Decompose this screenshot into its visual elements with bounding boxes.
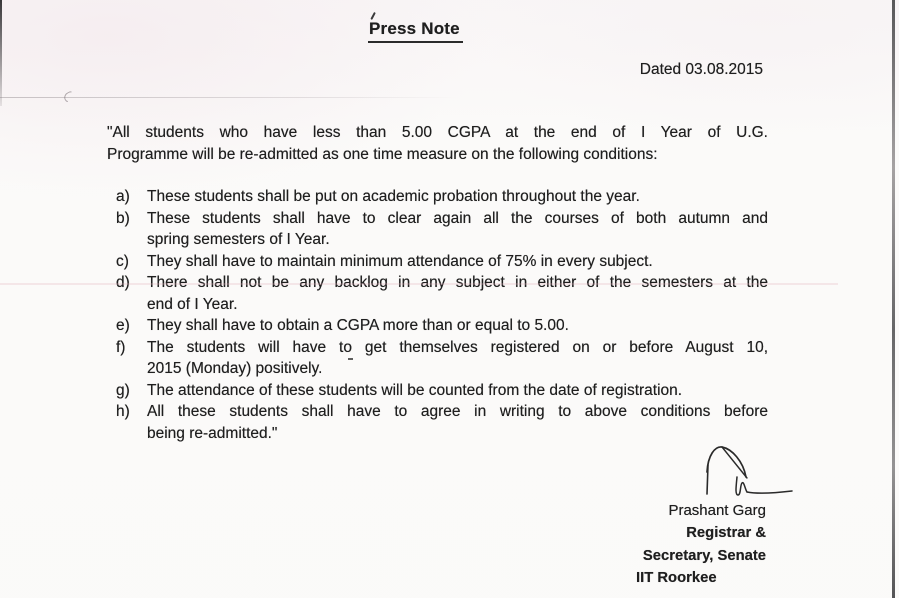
signatory-title-line: IIT Roorkee xyxy=(636,570,717,587)
signatory-name: Prashant Garg xyxy=(668,502,766,519)
intro-paragraph xyxy=(107,122,768,165)
conditions-list xyxy=(116,186,768,444)
condition-text: They shall have to maintain minimum attendance of 75% in every subject. xyxy=(147,252,653,270)
condition-text: The attendance of these students will be counted from the date of registration. xyxy=(147,381,683,399)
scan-dash-artifact xyxy=(348,358,353,360)
condition-text: The students will have to get themselves registered on or before August 10, xyxy=(147,338,768,356)
intro-line: Programme will be re-admitted as one time measure on the following conditions: xyxy=(107,145,658,163)
condition-item-d xyxy=(116,272,768,315)
signatory-title-line: Registrar & xyxy=(686,525,766,542)
condition-text: They shall have to obtain a CGPA more than or equal to 5.00. xyxy=(147,317,569,334)
date-line: Dated 03.08.2015 xyxy=(639,61,763,78)
condition-label: c) xyxy=(116,252,129,270)
scan-edge-left-artifact xyxy=(0,0,2,106)
condition-label: a) xyxy=(116,188,130,205)
handwritten-signature-icon xyxy=(694,443,799,501)
signatory-title-line: Secretary, Senate xyxy=(642,547,766,564)
scan-pink-band-artifact xyxy=(0,283,838,285)
condition-label: b) xyxy=(116,209,130,227)
condition-text: 2015 (Monday) positively. xyxy=(147,360,323,377)
condition-item-e xyxy=(116,315,768,337)
condition-item-g xyxy=(116,380,768,402)
condition-item-c xyxy=(116,251,768,273)
condition-label: h) xyxy=(116,403,130,420)
scan-edge-right-artifact xyxy=(892,0,895,598)
condition-text: There shall not be any backlog in any subject in either of the semesters at the xyxy=(147,274,768,291)
condition-text: These students shall be put on academic probation throughout the year. xyxy=(147,188,640,205)
signature-block xyxy=(636,500,766,590)
intro-line: "All students who have less than 5.00 CGPA at the end of I Year of U.G. xyxy=(107,124,768,141)
condition-label: e) xyxy=(116,317,130,334)
condition-text: spring semesters of I Year. xyxy=(147,231,330,248)
condition-text: being re-admitted." xyxy=(147,424,278,442)
page-title: Press Note xyxy=(368,19,463,43)
condition-text: end of I Year. xyxy=(147,295,238,313)
condition-item-f xyxy=(116,337,768,380)
condition-text: These students shall have to clear again all the courses of both autumn and xyxy=(147,209,768,227)
condition-item-b xyxy=(116,208,768,251)
condition-label: g) xyxy=(116,381,130,399)
condition-label: d) xyxy=(116,274,130,291)
condition-text: All these students shall have to agree in writing to above conditions before xyxy=(147,403,768,420)
scan-speckle-artifact xyxy=(62,90,76,104)
condition-label: f) xyxy=(116,338,126,356)
condition-item-a xyxy=(116,186,768,208)
condition-item-h xyxy=(116,401,768,444)
